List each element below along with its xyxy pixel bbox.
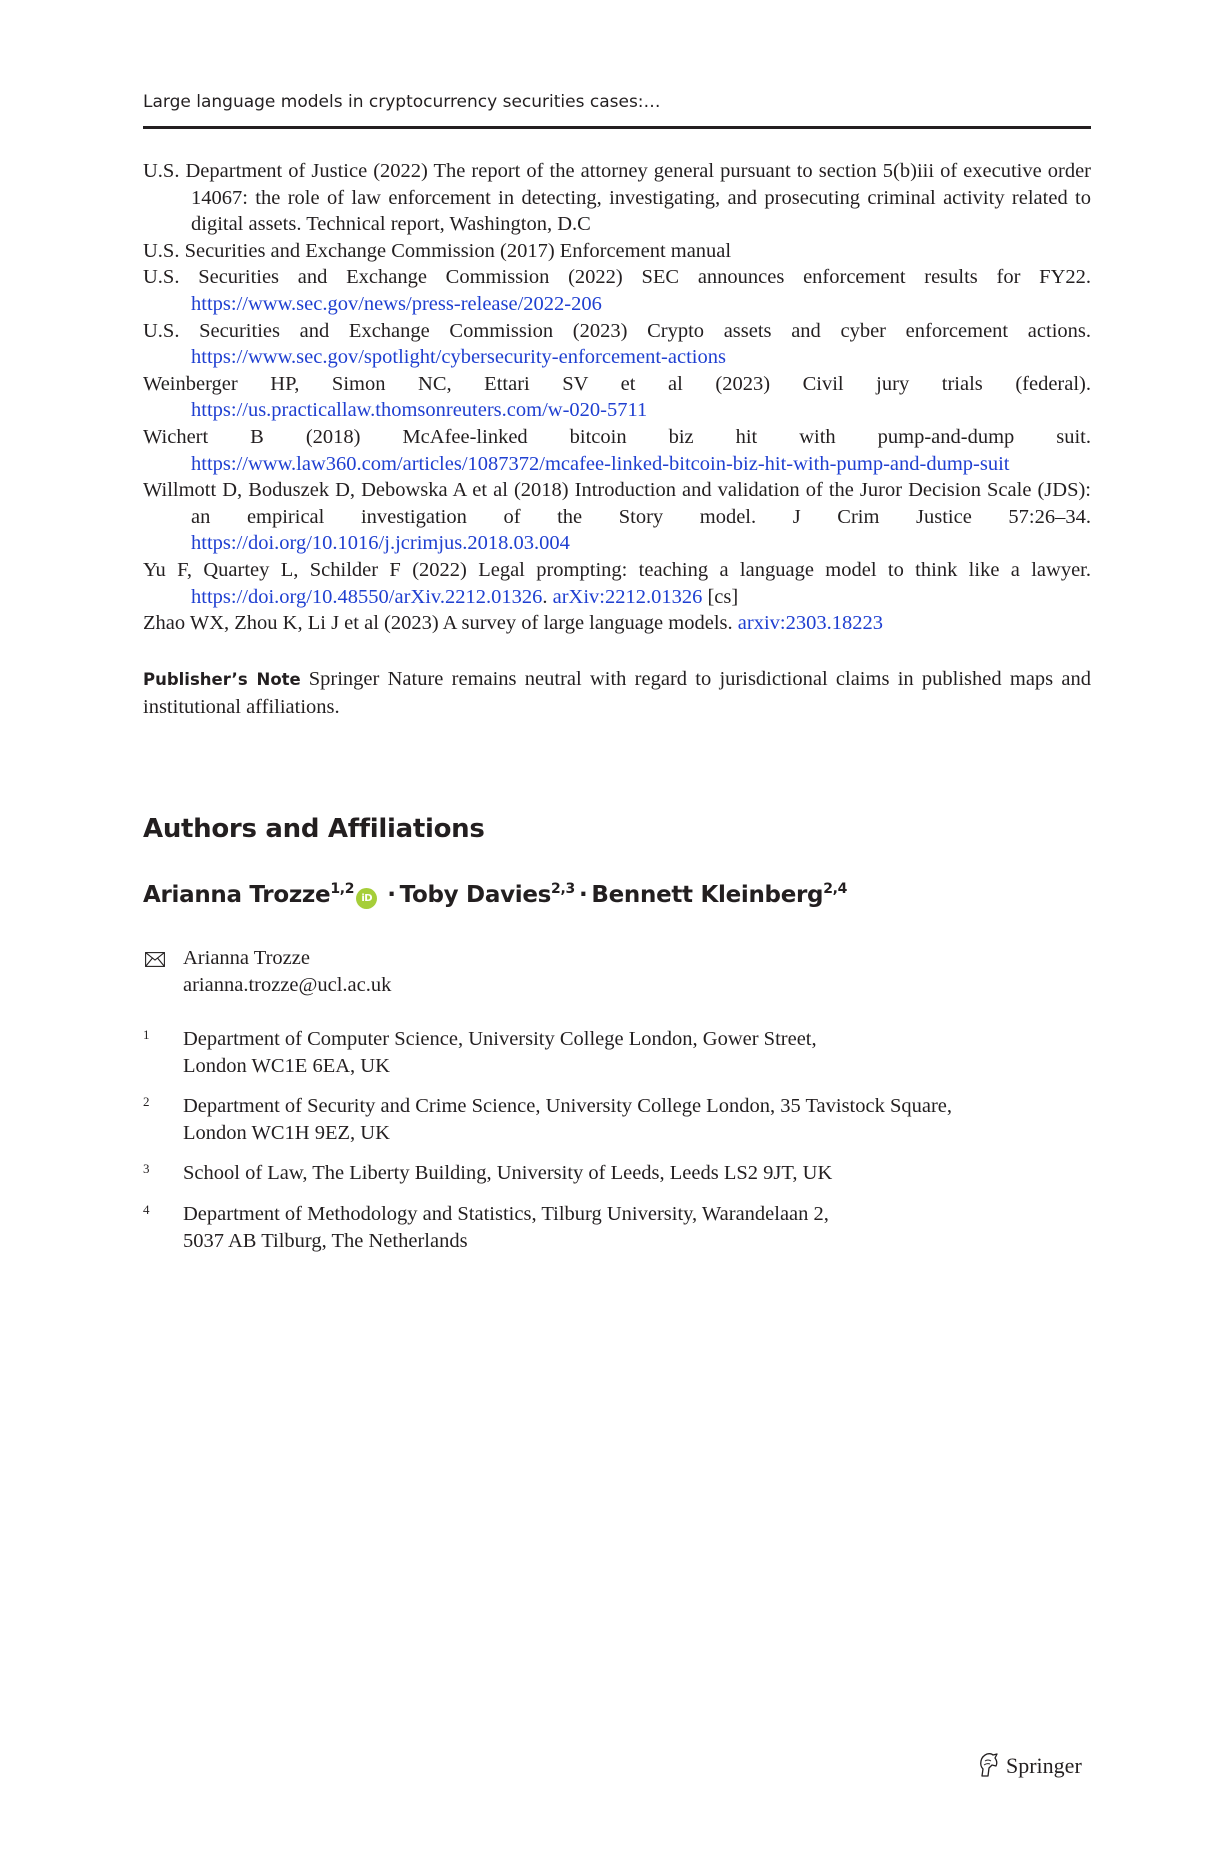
affiliation-item: 1 Department of Computer Science, University College London, Gower Street, London WC1E 6EA, UK [143,1026,1091,1079]
reference-item: U.S. Securities and Exchange Commission (2022) SEC announces enforcement results for FY22. https://www.sec.gov/news/press-release/2022-206 [143,266,1091,315]
publisher-note-text: Springer Nature remains neutral with regard to jurisdictional claims in published maps and institutional affiliations. [143,668,1091,718]
reference-link[interactable]: https://doi.org/10.48550/arXiv.2212.01326 [191,585,543,608]
corresponding-author [143,945,1091,998]
envelope-icon [145,952,165,967]
reference-item: U.S. Securities and Exchange Commission (2017) Enforcement manual [143,239,732,262]
contact-block [183,945,1091,998]
reference-link[interactable]: https://www.sec.gov/news/press-release/2022-206 [191,292,602,315]
author-name: Bennett Kleinberg [591,882,824,908]
reference-item: U.S. Securities and Exchange Commission (2023) Crypto assets and cyber enforcement actions. https://www.sec.gov/spotlight/cybersecurity-enforcement-actions [143,319,1091,369]
author-list [143,881,847,909]
reference-link[interactable]: https://us.practicallaw.thomsonreuters.com/w-020-5711 [191,399,648,422]
reference-link[interactable]: https://doi.org/10.1016/j.jcrimjus.2018.03.004 [191,532,570,555]
orcid-icon[interactable]: iD [356,888,377,909]
reference-item: Yu F, Quartey L, Schilder F (2022) Legal prompting: teaching a language model to think like a lawyer. https://doi.org/10.48550/arXiv.2212.01326. arXiv:2212.01326 [cs] [143,558,1091,608]
affiliation-item: 4 Department of Methodology and Statistics, Tilburg University, Warandelaan 2, 5037 AB Tilburg, The Netherlands [143,1201,1091,1254]
author-separator: · [578,882,588,908]
arxiv-link[interactable]: arxiv:2303.18223 [737,612,883,635]
author-affil-sup: 2,3 [551,881,575,897]
reference-item: Weinberger HP, Simon NC, Ettari SV et al (2023) Civil jury trials (federal). https://us.practicallaw.thomsonreuters.com/w-020-5711 [143,372,1091,422]
springer-horse-icon [976,1752,1000,1778]
affiliation-item: 3 School of Law, The Liberty Building, University of Leeds, Leeds LS2 9JT, UK [143,1160,1091,1187]
affiliation-number: 3 [143,1161,150,1177]
springer-logo [976,1752,1082,1779]
affiliation-list [143,1026,1091,1268]
affiliation-number: 1 [143,1027,150,1042]
publisher-name: Springer [1006,1753,1082,1778]
author-separator: · [387,882,396,908]
arxiv-link[interactable]: arXiv:2212.01326 [552,585,703,608]
reference-link[interactable]: https://www.sec.gov/spotlight/cybersecurity-enforcement-actions [191,346,726,369]
running-title: Large language models in cryptocurrency securities cases:… [143,92,661,112]
author-affil-sup: 1,2 [330,881,355,897]
author-name: Arianna Trozze [143,882,331,908]
author-name: Toby Davies [399,882,552,908]
reference-item: Zhao WX, Zhou K, Li J et al (2023) A survey of large language models. arxiv:2303.18223 [143,612,883,635]
reference-item: U.S. Department of Justice (2022) The report of the attorney general pursuant to section 5(b)iii of executive order 14067: the role of law enforcement in detecting, investigating, and prosecuting criminal activity related to digital assets. Technical report, Washington, D.C [143,160,1091,236]
affiliation-item: 2 Department of Security and Crime Science, University College London, 35 Tavistock Square, London WC1H 9EZ, UK [143,1093,1091,1146]
header-rule [143,126,1091,129]
reference-item: Willmott D, Boduszek D, Debowska A et al (2018) Introduction and validation of the Juror Decision Scale (JDS): an empirical investigation of the Story model. J Crim Justice 57:26–34. https://doi.org/10.1016/j.jcrimjus.2018.03.004 [143,479,1091,555]
affiliation-number: 2 [143,1094,150,1110]
publisher-note [143,666,1091,720]
contact-email[interactable]: arianna.trozze@ucl.ac.uk [183,973,392,996]
reference-list [143,158,1091,637]
contact-name: Arianna Trozze [183,947,310,969]
publisher-note-label: Publisher’s Note [143,670,301,689]
reference-link[interactable]: https://www.law360.com/articles/1087372/mcafee-linked-bitcoin-biz-hit-with-pump-and-dump-suit [191,452,1010,475]
reference-item: Wichert B (2018) McAfee-linked bitcoin biz hit with pump-and-dump suit. https://www.law360.com/articles/1087372/mcafee-linked-bitcoin-biz-hit-with-pump-and-dump-suit [143,425,1091,475]
author-affil-sup: 2,4 [823,881,848,897]
affiliation-number: 4 [143,1201,150,1217]
section-title: Authors and Affiliations [143,814,485,844]
